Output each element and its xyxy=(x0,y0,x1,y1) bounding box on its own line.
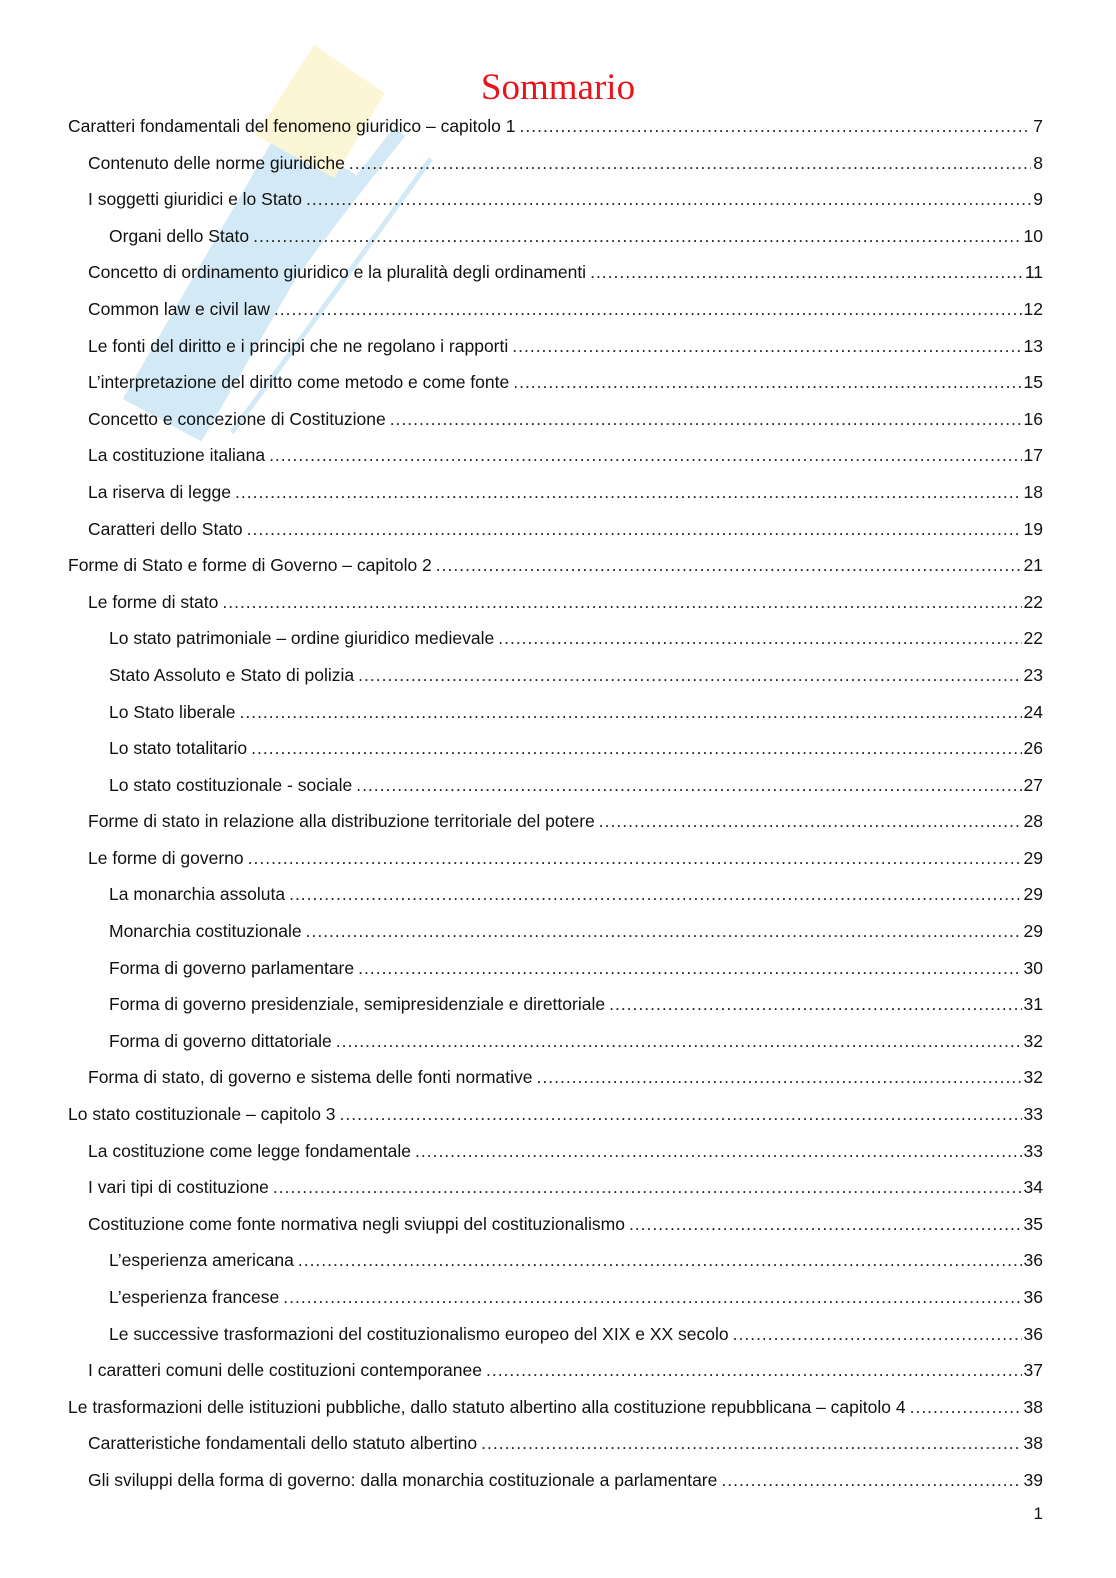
toc-entry[interactable] xyxy=(68,1389,1043,1426)
toc-dot-leader xyxy=(733,1316,1022,1353)
toc-entry-page: 17 xyxy=(1023,445,1043,466)
toc-entry-title: Le forme di governo xyxy=(88,847,244,868)
toc-entry[interactable] xyxy=(68,767,1043,804)
toc-entry-title: Monarchia costituzionale xyxy=(109,921,302,942)
toc-dot-leader xyxy=(349,145,1031,182)
toc-entry-title: Forma di governo parlamentare xyxy=(109,957,355,978)
toc-entry-title: Lo stato costituzionale - sociale xyxy=(109,774,353,795)
toc-entry[interactable] xyxy=(68,694,1043,731)
toc-entry-page: 26 xyxy=(1023,738,1043,759)
toc-entry[interactable] xyxy=(68,1316,1043,1353)
toc-entry-page: 33 xyxy=(1023,1104,1043,1125)
toc-dot-leader xyxy=(609,986,1021,1023)
toc-entry[interactable] xyxy=(68,401,1043,438)
toc-entry-title: Caratteristiche fondamentali dello statuto albertino xyxy=(88,1433,478,1454)
toc-entry-title: Lo stato patrimoniale – ordine giuridico medievale xyxy=(109,628,495,649)
toc-entry-page: 9 xyxy=(1033,189,1043,210)
toc-entry-title: Le trasformazioni delle istituzioni pubbliche, dallo statuto albertino alla costituzione repubblicana – capitolo 4 xyxy=(68,1396,906,1417)
toc-entry-title: Le forme di stato xyxy=(88,591,219,612)
toc-dot-leader xyxy=(910,1389,1022,1426)
toc-entry-page: 35 xyxy=(1023,1213,1043,1234)
toc-entry[interactable] xyxy=(68,657,1043,694)
toc-entry[interactable] xyxy=(68,620,1043,657)
toc-dot-leader xyxy=(289,876,1021,913)
toc-dot-leader xyxy=(599,803,1022,840)
toc-entry[interactable] xyxy=(68,328,1043,365)
toc-entry[interactable] xyxy=(68,1462,1043,1499)
toc-dot-leader xyxy=(356,767,1021,804)
toc-entry-page: 39 xyxy=(1023,1469,1043,1490)
toc-entry[interactable] xyxy=(68,254,1043,291)
toc-entry[interactable] xyxy=(68,474,1043,511)
table-of-contents xyxy=(68,108,1043,1499)
toc-dot-leader xyxy=(273,1169,1022,1206)
toc-entry[interactable] xyxy=(68,950,1043,987)
toc-dot-leader xyxy=(269,437,1021,474)
toc-entry[interactable] xyxy=(68,730,1043,767)
toc-entry-page: 13 xyxy=(1023,335,1043,356)
toc-entry[interactable] xyxy=(68,1242,1043,1279)
toc-dot-leader xyxy=(721,1462,1021,1499)
toc-entry-title: Forma di stato, di governo e sistema delle fonti normative xyxy=(88,1067,533,1088)
toc-entry[interactable] xyxy=(68,108,1043,145)
toc-entry-page: 38 xyxy=(1023,1396,1043,1417)
toc-entry-title: Lo stato totalitario xyxy=(109,738,248,759)
toc-entry-title: Forma di governo presidenziale, semipresidenziale e direttoriale xyxy=(109,994,606,1015)
toc-entry-page: 22 xyxy=(1023,628,1043,649)
toc-entry[interactable] xyxy=(68,1279,1043,1316)
toc-dot-leader xyxy=(436,547,1022,584)
toc-entry-title: Lo stato costituzionale – capitolo 3 xyxy=(68,1104,336,1125)
toc-entry-page: 19 xyxy=(1023,518,1043,539)
toc-entry[interactable] xyxy=(68,1206,1043,1243)
toc-entry[interactable] xyxy=(68,1352,1043,1389)
toc-entry-title: Gli sviluppi della forma di governo: dalla monarchia costituzionale a parlamentare xyxy=(88,1469,718,1490)
toc-entry[interactable] xyxy=(68,1133,1043,1170)
toc-entry[interactable] xyxy=(68,913,1043,950)
toc-entry-title: Forma di governo dittatoriale xyxy=(109,1030,332,1051)
toc-entry-page: 15 xyxy=(1023,372,1043,393)
toc-entry-page: 33 xyxy=(1023,1140,1043,1161)
toc-entry-page: 29 xyxy=(1023,847,1043,868)
page-title: Sommario xyxy=(480,67,636,108)
toc-entry[interactable] xyxy=(68,1169,1043,1206)
toc-entry[interactable] xyxy=(68,1096,1043,1133)
toc-dot-leader xyxy=(513,364,1021,401)
toc-entry-title: I vari tipi di costituzione xyxy=(88,1177,269,1198)
toc-entry-title: Forme di Stato e forme di Governo – capitolo 2 xyxy=(68,555,432,576)
toc-dot-leader xyxy=(537,1059,1022,1096)
toc-entry[interactable] xyxy=(68,1425,1043,1462)
toc-entry-title: La monarchia assoluta xyxy=(109,884,286,905)
toc-entry[interactable] xyxy=(68,364,1043,401)
toc-entry-title: Lo Stato liberale xyxy=(109,701,236,722)
toc-entry-page: 32 xyxy=(1023,1067,1043,1088)
toc-entry-title: La costituzione italiana xyxy=(88,445,266,466)
toc-dot-leader xyxy=(239,694,1021,731)
toc-entry-page: 18 xyxy=(1023,481,1043,502)
toc-entry-page: 36 xyxy=(1023,1323,1043,1344)
toc-dot-leader xyxy=(512,328,1021,365)
toc-entry-page: 30 xyxy=(1023,957,1043,978)
toc-entry-title: Contenuto delle norme giuridiche xyxy=(88,152,345,173)
toc-entry[interactable] xyxy=(68,511,1043,548)
toc-entry-title: Concetto e concezione di Costituzione xyxy=(88,408,386,429)
toc-entry-page: 21 xyxy=(1023,555,1043,576)
toc-entry[interactable] xyxy=(68,218,1043,255)
toc-dot-leader xyxy=(251,730,1021,767)
toc-entry-title: L’interpretazione del diritto come metodo e come fonte xyxy=(88,372,510,393)
toc-entry-title: La riserva di legge xyxy=(88,481,231,502)
toc-dot-leader xyxy=(253,218,1021,255)
toc-dot-leader xyxy=(390,401,1022,438)
toc-entry-title: I soggetti giuridici e lo Stato xyxy=(88,189,303,210)
toc-entry-title: I caratteri comuni delle costituzioni contemporanee xyxy=(88,1360,482,1381)
toc-entry-page: 36 xyxy=(1023,1287,1043,1307)
toc-entry[interactable] xyxy=(68,840,1043,877)
toc-entry[interactable] xyxy=(68,803,1043,840)
toc-entry-page: 37 xyxy=(1023,1360,1043,1381)
toc-dot-leader xyxy=(248,840,1022,877)
toc-dot-leader xyxy=(486,1352,1022,1389)
toc-dot-leader xyxy=(358,950,1021,987)
toc-entry-page: 11 xyxy=(1024,262,1043,283)
toc-entry[interactable] xyxy=(68,181,1043,218)
toc-dot-leader xyxy=(298,1242,1022,1279)
toc-entry[interactable] xyxy=(68,876,1043,913)
toc-entry-title: La costituzione come legge fondamentale xyxy=(88,1140,411,1161)
toc-entry-title: Caratteri fondamentali del fenomeno giuridico – capitolo 1 xyxy=(68,116,516,136)
toc-dot-leader xyxy=(481,1425,1021,1462)
toc-entry-page: 32 xyxy=(1023,1030,1043,1051)
toc-dot-leader xyxy=(274,291,1022,328)
toc-entry-title: Caratteri dello Stato xyxy=(88,518,243,539)
toc-entry-title: L’esperienza americana xyxy=(109,1250,294,1271)
toc-entry-page: 24 xyxy=(1023,701,1043,722)
toc-entry-page: 22 xyxy=(1023,591,1043,612)
toc-dot-leader xyxy=(222,584,1021,621)
toc-entry-page: 27 xyxy=(1023,774,1043,795)
toc-dot-leader xyxy=(235,474,1022,511)
toc-entry[interactable] xyxy=(68,145,1043,182)
toc-entry-page: 10 xyxy=(1023,225,1043,246)
toc-dot-leader xyxy=(498,620,1021,657)
toc-entry[interactable] xyxy=(68,291,1043,328)
toc-dot-leader xyxy=(306,181,1031,218)
toc-entry[interactable] xyxy=(68,1059,1043,1096)
toc-dot-leader xyxy=(306,913,1022,950)
toc-entry-page: 7 xyxy=(1033,116,1043,136)
toc-dot-leader xyxy=(629,1206,1022,1243)
toc-entry-page: 28 xyxy=(1023,811,1043,832)
page-number: 1 xyxy=(1033,1504,1043,1523)
toc-entry-title: Le fonti del diritto e i principi che ne regolano i rapporti xyxy=(88,335,509,356)
toc-entry[interactable] xyxy=(68,437,1043,474)
toc-dot-leader xyxy=(283,1279,1021,1316)
toc-entry-page: 34 xyxy=(1023,1177,1043,1198)
toc-entry[interactable] xyxy=(68,1023,1043,1060)
toc-entry-title: Concetto di ordinamento giuridico e la pluralità degli ordinamenti xyxy=(88,262,587,283)
toc-dot-leader xyxy=(340,1096,1022,1133)
toc-entry-page: 12 xyxy=(1023,298,1043,319)
toc-dot-leader xyxy=(358,657,1021,694)
toc-entry-page: 8 xyxy=(1033,152,1043,173)
toc-entry-title: Le successive trasformazioni del costituzionalismo europeo del XIX e XX secolo xyxy=(109,1323,729,1344)
toc-dot-leader xyxy=(520,108,1032,145)
toc-entry-page: 29 xyxy=(1023,884,1043,905)
toc-entry-page: 16 xyxy=(1023,408,1043,429)
toc-entry-page: 36 xyxy=(1023,1250,1043,1271)
toc-entry-title: Common law e civil law xyxy=(88,298,270,319)
toc-entry-page: 31 xyxy=(1023,994,1043,1015)
toc-entry[interactable] xyxy=(68,547,1043,584)
toc-entry-page: 38 xyxy=(1023,1433,1043,1454)
toc-entry-title: L’esperienza francese xyxy=(109,1287,280,1307)
toc-entry-title: Organi dello Stato xyxy=(109,225,250,246)
toc-dot-leader xyxy=(415,1133,1022,1170)
toc-dot-leader xyxy=(247,511,1022,548)
toc-entry[interactable] xyxy=(68,584,1043,621)
toc-entry-page: 23 xyxy=(1023,664,1043,685)
toc-dot-leader xyxy=(336,1023,1022,1060)
toc-dot-leader xyxy=(590,254,1023,291)
toc-entry-title: Costituzione come fonte normativa negli sviuppi del costituzionalismo xyxy=(88,1213,625,1234)
toc-entry[interactable] xyxy=(68,986,1043,1023)
toc-entry-title: Stato Assoluto e Stato di polizia xyxy=(109,664,355,685)
toc-entry-title: Forme di stato in relazione alla distribuzione territoriale del potere xyxy=(88,811,595,832)
toc-entry-page: 29 xyxy=(1023,921,1043,942)
